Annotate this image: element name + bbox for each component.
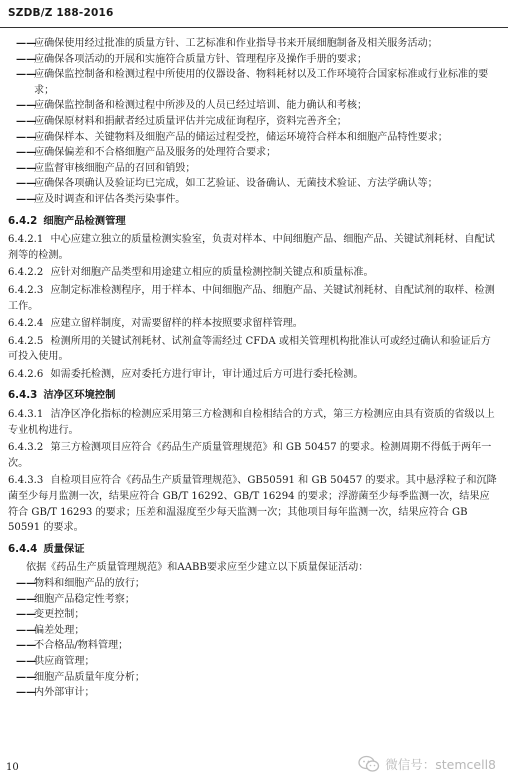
clause-6-4-3-1: 6.4.3.1 洁净区净化指标的检测应采用第三方检测和自检相结合的方式，第三方检测应由具有资质的省级以上专业机构进行。 [8, 409, 495, 436]
qa-activities-intro: 依据《药品生产质量管理规范》和AABB要求应至少建立以下质量保证活动： [26, 562, 369, 574]
list-item: —— 应确保各项活动的开展和实施符合质量方针、管理程序及操作手册的要求； [16, 53, 368, 65]
page-content [8, 36, 498, 701]
clause-6-4-3-2: 6.4.3.2 第三方检测项目应符合《药品生产质量管理规范》和 GB 50457 的要求。检测周期不得低于两年一次。 [8, 442, 492, 469]
list-item: —— 应监督审核细胞产品的召回和销毁； [16, 162, 196, 174]
section-heading-6-4-3: 6.4.3 洁净区环境控制 [8, 389, 116, 402]
list-item: —— 应确保各项确认及验证均已完成，如工艺验证、设备确认、无菌技术验证、方法学确认等； [16, 178, 438, 190]
list-item: —— 内外部审计； [16, 687, 95, 699]
qa-responsibilities-list [8, 36, 498, 208]
list-item: —— 供应商管理； [16, 655, 95, 667]
clause-6-4-3-3: 6.4.3.3 自检项目应符合《药品生产质量管理规范》、GB50591 和 GB 50457 的要求。其中悬浮粒子和沉降菌至少每月监测一次，结果应符合 GB/T 16292、GB/T 16294 的要求；浮游菌至少每季监测一次，结果应符合 GB/T 16293 的要求；压差和温湿度至少每天监测一次；其他项目每年监测一次，结果应符合 GB 50591 的要求。 [8, 475, 497, 534]
list-item: —— 物料和细胞产品的放行； [16, 578, 146, 589]
list-item: —— 应确保样本、关键物料及细胞产品的储运过程受控，储运环境符合样本和细胞产品特性要求； [16, 131, 448, 143]
section-heading-6-4-2: 6.4.2 细胞产品检测管理 [8, 214, 126, 227]
list-item: —— 应确保使用经过批准的质量方针、工艺标准和作业指导书来开展细胞制备及相关服务活动； [16, 38, 438, 49]
header-rule [0, 27, 508, 28]
watermark [358, 755, 496, 773]
document-code: SZDB/Z 188-2016 [8, 7, 114, 19]
section-heading-6-4-4: 6.4.4 质量保证 [8, 542, 85, 555]
clause-6-4-2-2: 6.4.2.2 应针对细胞产品类型和用途建立相应的质量检测控制关键点和质量标准。 [8, 267, 374, 279]
clause-6-4-2-6: 6.4.2.6 如需委托检测，应对委托方进行审计，审计通过后方可进行委托检测。 [8, 368, 364, 380]
list-item: —— 细胞产品稳定性考察； [16, 593, 135, 605]
list-item: —— 应确保监控制备和检测过程中所涉及的人员已经过培训、能力确认和考核； [16, 100, 368, 112]
qa-activities-list [8, 576, 498, 701]
clause-6-4-2-4: 6.4.2.4 应建立留样制度，对需要留样的样本按照要求留样管理。 [8, 318, 303, 330]
list-item: —— 细胞产品质量年度分析； [16, 671, 146, 683]
wechat-icon [358, 755, 380, 773]
clause-6-4-2-1: 6.4.2.1 中心应建立独立的质量检测实验室，负责对样本、中间细胞产品、细胞产品、关键试剂耗材、自配试剂等的检测。 [8, 234, 495, 261]
page-number: 10 [6, 762, 19, 773]
list-item: —— 应确保原材料和捐献者经过质量评估并完成征询程序，资料完善齐全； [16, 115, 347, 127]
clause-6-4-2-5: 6.4.2.5 检测所用的关键试剂耗材、试剂盒等需经过 CFDA 或相关管理机构批准认可或经过确认和验证后方可投入使用。 [8, 335, 491, 363]
list-item: —— 应及时调查和评估各类污染事件。 [16, 193, 186, 205]
list-item: —— 变更控制； [16, 609, 85, 621]
list-item: —— 不合格品/物料管理； [16, 640, 129, 652]
watermark-text: 微信号：stemcell8 [385, 757, 496, 772]
list-item: —— 应确保监控制备和检测过程中所使用的仪器设备、物料耗材以及工作环境符合国家标准或行业标准的要求； [16, 69, 489, 96]
list-item: —— 偏差处理； [16, 624, 85, 636]
clause-6-4-2-3: 6.4.2.3 应制定标准检测程序，用于样本、中间细胞产品、细胞产品、关键试剂耗材、自配试剂的取样、检测工作。 [8, 284, 495, 312]
list-item: —— 应确保偏差和不合格细胞产品及服务的处理符合要求； [16, 147, 277, 159]
